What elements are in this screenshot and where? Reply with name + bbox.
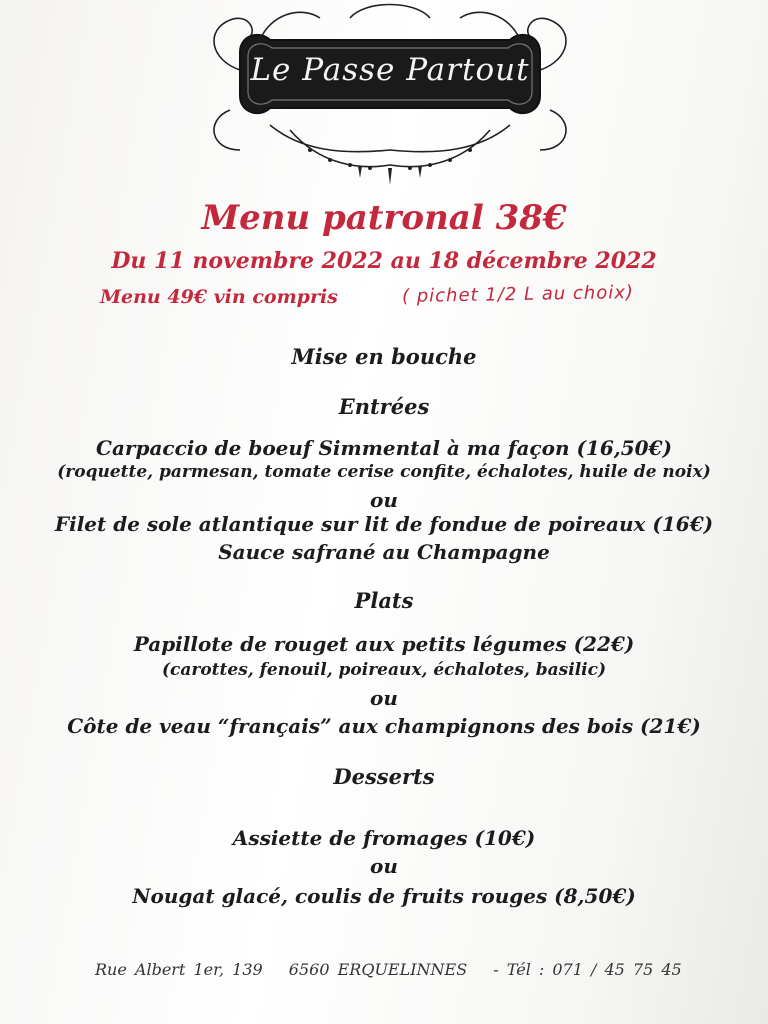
restaurant-logo <box>200 0 580 190</box>
entree-item-1: Carpaccio de boeuf Simmental à ma façon (16,50€) <box>96 436 672 460</box>
section-desserts: Desserts <box>333 764 435 789</box>
footer-address: Rue Albert 1er, 139 <box>95 960 263 979</box>
plat-item-2: Côte de veau “français” aux champignons des bois (21€) <box>67 714 701 738</box>
or-separator-2: ou <box>370 686 398 710</box>
plat-item-1-detail: (carottes, fenouil, poireaux, échalotes, basilic) <box>161 660 607 680</box>
or-separator-1: ou <box>370 488 398 512</box>
dessert-item-1: Assiette de fromages (10€) <box>232 826 536 850</box>
section-amuse: Mise en bouche <box>291 344 477 369</box>
entree-item-2: Filet de sole atlantique sur lit de fondue de poireaux (16€) <box>54 512 714 536</box>
footer-contact <box>95 960 700 979</box>
entree-item-2-detail: Sauce safrané au Champagne <box>218 540 550 564</box>
wine-offer: Menu 49€ vin compris <box>100 286 338 308</box>
menu-dates: Du 11 novembre 2022 au 18 décembre 2022 <box>111 248 657 274</box>
plat-item-1: Papillote de rouget aux petits légumes (22€) <box>133 632 635 656</box>
footer-phone: - Tél : 071 / 45 75 45 <box>493 960 682 979</box>
section-entrees: Entrées <box>338 394 430 419</box>
section-plats: Plats <box>354 588 414 613</box>
chandelier-ornament-icon <box>200 0 580 190</box>
footer-city: 6560 ERQUELINNES <box>288 960 468 979</box>
menu-title: Menu patronal 38€ <box>201 198 567 238</box>
entree-item-1-detail: (roquette, parmesan, tomate cerise confite, échalotes, huile de noix) <box>57 462 711 482</box>
dessert-item-2: Nougat glacé, coulis de fruits rouges (8,50€) <box>132 884 636 908</box>
or-separator-3: ou <box>370 854 398 878</box>
restaurant-name: Le Passe Partout <box>250 52 530 88</box>
handwritten-note: ( pichet 1/2 L au choix) <box>401 281 635 308</box>
